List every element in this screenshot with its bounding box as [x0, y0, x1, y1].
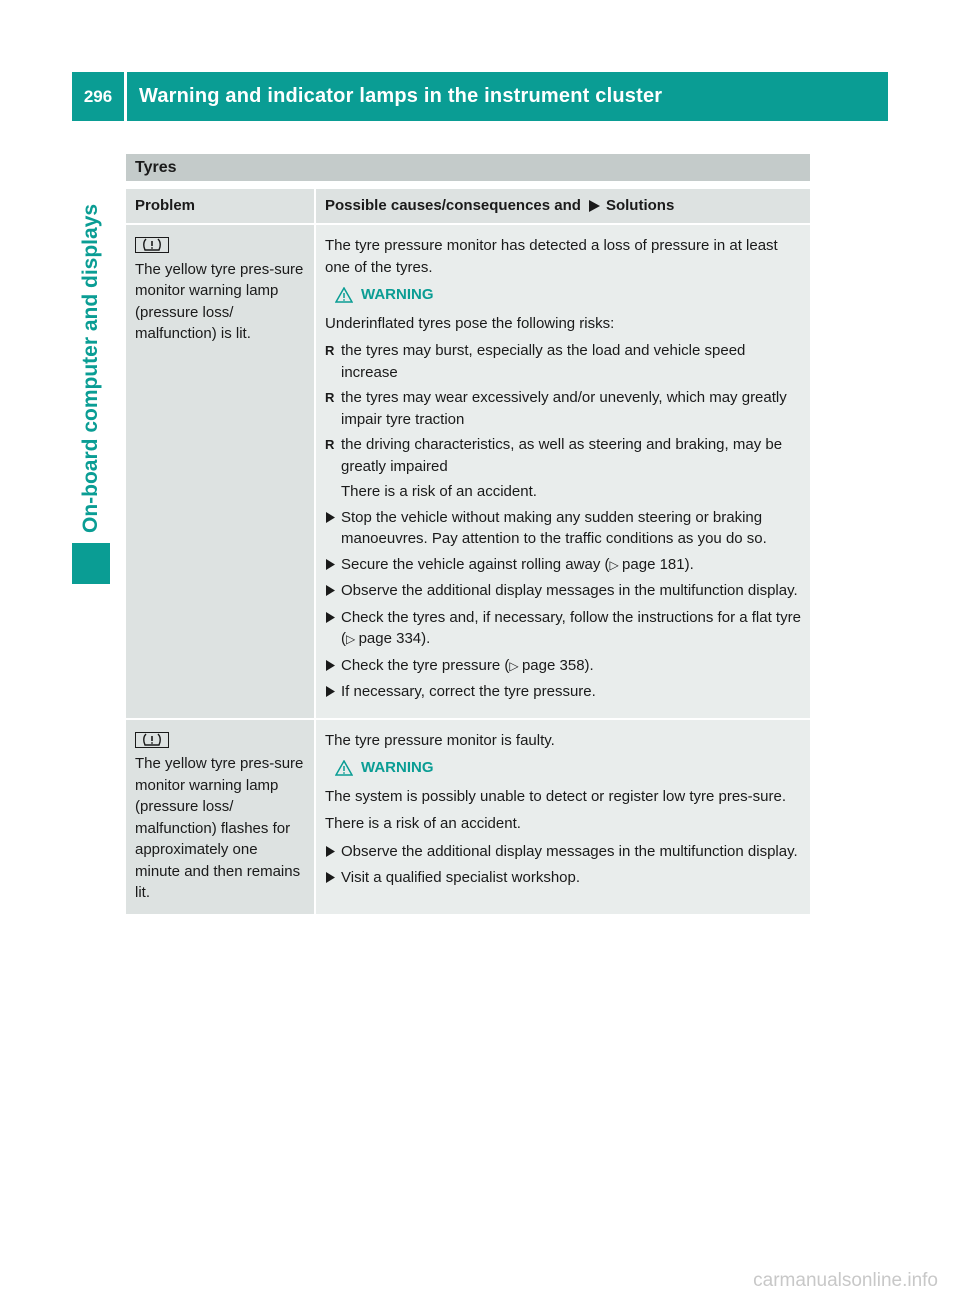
- cause-text: The tyre pressure monitor is faulty.: [325, 731, 555, 749]
- table-row: [126, 720, 810, 914]
- step-arrow-icon: [325, 507, 341, 550]
- warning-label-text: WARNING: [361, 286, 434, 303]
- step-arrow-icon: [325, 655, 341, 678]
- table-row: [126, 225, 810, 718]
- step-text: Observe the additional display messages in the multifunction display.: [341, 842, 798, 860]
- warning-label-text: WARNING: [361, 759, 434, 776]
- problem-cell: [126, 225, 314, 718]
- action-arrow-icon: [587, 199, 601, 213]
- step-arrow-icon: [325, 554, 341, 577]
- step-text: Check the tyre pressure (: [341, 656, 510, 674]
- step-text: If necessary, correct the tyre pressure.: [341, 683, 596, 700]
- solution-step: [325, 681, 804, 704]
- problem-text: The yellow tyre pres-sure monitor warning lamp (pressure loss/ malfunction) is lit.: [135, 260, 304, 342]
- header-bar: [72, 72, 888, 121]
- bullet-mark: R: [325, 390, 335, 405]
- step-text: Visit a qualified specialist workshop.: [341, 869, 581, 886]
- tyre-pressure-warning-icon: [135, 732, 169, 748]
- page-ref-icon: ▷: [346, 632, 359, 646]
- watermark: carmanualsonline.info: [753, 1270, 938, 1291]
- risk-bullet: [325, 387, 804, 430]
- solution-step: [325, 580, 804, 603]
- risk-bullet: [325, 340, 804, 383]
- section-title: Tyres: [135, 158, 177, 176]
- step-text: Secure the vehicle against rolling away (: [341, 555, 610, 573]
- table-header-row: [126, 189, 810, 223]
- warning-label: [335, 284, 804, 306]
- side-tab-label: On-board computer and displays: [79, 203, 102, 533]
- page-title: Warning and indicator lamps in the instrument cluster: [139, 85, 663, 107]
- page-ref-icon: ▷: [509, 658, 522, 673]
- solution-step: [325, 507, 804, 550]
- step-text: Stop the vehicle without making any sudden steering or braking manoeuvres. Pay attention to the traffic conditions as you do so.: [341, 508, 767, 547]
- step-arrow-icon: [325, 681, 341, 704]
- solution-step: [325, 867, 804, 890]
- solution-step: [325, 554, 804, 577]
- problem-text: The yellow tyre pres-sure monitor warning lamp (pressure loss/ malfunction) flashes for approximately one minute and then remains lit.: [135, 755, 304, 901]
- bullet-text: the driving characteristics, as well as steering and braking, may be greatly impaired: [341, 436, 783, 475]
- step-arrow-icon: [325, 607, 341, 651]
- page-ref-link[interactable]: page 358).: [521, 656, 594, 674]
- bullet-mark: R: [325, 343, 335, 358]
- warning-text: The system is possibly unable to detect or register low tyre pres-sure.: [325, 787, 787, 805]
- risk-bullet: [325, 434, 804, 477]
- tyre-pressure-warning-icon: [135, 237, 169, 253]
- warning-triangle-icon: [335, 287, 353, 303]
- cause-text: The tyre pressure monitor has detected a loss of pressure in at least one of the tyres.: [325, 237, 778, 276]
- page-ref-link[interactable]: page 334).: [358, 630, 431, 647]
- page-number: 296: [83, 86, 113, 106]
- solution-step: [325, 607, 804, 651]
- section-header: [126, 154, 810, 181]
- step-arrow-icon: [325, 841, 341, 864]
- bullet-text: the tyres may wear excessively and/or unevenly, which may greatly impair tyre traction: [341, 389, 787, 428]
- warning-triangle-icon: [335, 760, 353, 776]
- solution-step: [325, 655, 804, 678]
- column-header-problem: Problem: [126, 189, 314, 223]
- side-tab-marker: [72, 543, 110, 584]
- step-text: Check the tyres and, if necessary, follow the instructions for a flat tyre (: [341, 608, 801, 647]
- page-ref-icon: ▷: [609, 557, 623, 572]
- solution-cell: [316, 720, 810, 914]
- warning-label: [335, 757, 804, 779]
- step-arrow-icon: [325, 867, 341, 890]
- risk-note: There is a risk of an accident.: [325, 815, 521, 832]
- side-tab: [72, 153, 110, 584]
- bullet-text: the tyres may burst, especially as the load and vehicle speed increase: [341, 342, 746, 381]
- step-text: Observe the additional display messages in the multifunction display.: [341, 582, 798, 599]
- warning-table: [126, 189, 810, 914]
- page-ref-link[interactable]: page 181).: [622, 555, 694, 573]
- column-header-solutions: [316, 189, 810, 223]
- solution-cell: [316, 225, 810, 718]
- solution-step: [325, 841, 804, 864]
- risk-intro: Underinflated tyres pose the following risks:: [325, 314, 615, 332]
- problem-cell: [126, 720, 314, 914]
- risk-note: There is a risk of an accident.: [341, 483, 537, 500]
- step-arrow-icon: [325, 580, 341, 603]
- column-header-solutions-label: Solutions: [605, 197, 675, 215]
- bullet-mark: R: [325, 437, 335, 452]
- column-header-causes: Possible causes/consequences and: [325, 197, 581, 215]
